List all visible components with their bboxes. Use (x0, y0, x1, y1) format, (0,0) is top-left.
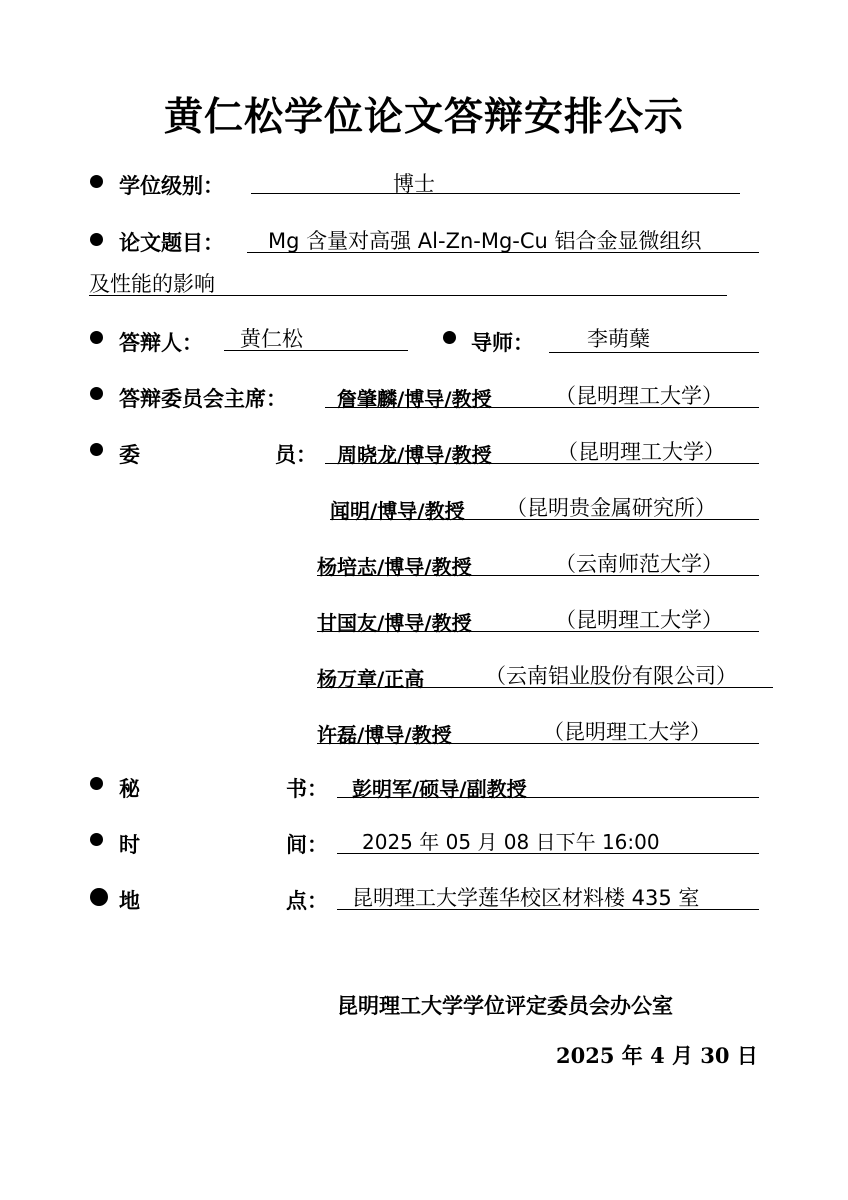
advisor-label: 导师： (471, 330, 534, 355)
degree-label: 学位级别： (119, 173, 224, 198)
member-underline (317, 575, 759, 576)
secretary-value: 彭明军/硕导/副教授 (352, 777, 527, 801)
member-underline (330, 519, 759, 520)
chair-name: 詹肇麟/博导/教授 (337, 387, 492, 411)
member-name: 甘国友/博导/教授 (317, 611, 472, 635)
defender-underline (224, 350, 408, 351)
member-underline (317, 631, 759, 632)
bullet-icon (90, 777, 103, 790)
time-underline (337, 853, 759, 854)
announcement-date: 2025 年 4 月 30 日 (556, 1043, 758, 1068)
defender-label: 答辩人： (119, 330, 203, 355)
member-institution: （云南师范大学） (555, 552, 723, 576)
thesis-label: 论文题目： (119, 230, 224, 255)
member-underline (317, 743, 759, 744)
time-value: 2025 年 05 月 08 日下午 16:00 (362, 830, 660, 854)
degree-underline (251, 193, 740, 194)
bullet-icon (90, 443, 103, 456)
degree-value: 博士 (393, 172, 435, 196)
secretary-label-a: 秘 (119, 776, 140, 801)
time-label-a: 时 (119, 832, 140, 857)
member-institution: （昆明贵金属研究所） (506, 496, 716, 520)
member-institution: （昆明理工大学） (557, 440, 725, 464)
bullet-icon (90, 175, 103, 188)
member-institution: （昆明理工大学） (543, 720, 711, 744)
bullet-icon (90, 888, 108, 906)
place-label-a: 地 (119, 888, 140, 913)
time-label-b: 间： (286, 832, 328, 857)
chair-underline (325, 407, 759, 408)
member-name: 杨培志/博导/教授 (317, 555, 472, 579)
member-name: 闻明/博导/教授 (330, 499, 465, 523)
member-name: 周晓龙/博导/教授 (337, 443, 492, 467)
member-institution: （云南铝业股份有限公司） (485, 664, 737, 688)
bullet-icon (443, 331, 456, 344)
chair-institution: （昆明理工大学） (555, 384, 723, 408)
office-signature: 昆明理工大学学位评定委员会办公室 (337, 993, 673, 1018)
page-title: 黄仁松学位论文答辩安排公示 (163, 95, 684, 140)
member-underline (325, 463, 759, 464)
member-institution: （昆明理工大学） (555, 608, 723, 632)
bullet-icon (90, 387, 103, 400)
advisor-underline (549, 352, 759, 353)
thesis-title-line1: Mg 含量对高强 Al-Zn-Mg-Cu 铝合金显微组织 (268, 229, 702, 253)
thesis-title-line2: 及性能的影响 (89, 272, 215, 296)
members-label-a: 委 (119, 442, 140, 467)
chair-label: 答辩委员会主席： (119, 386, 287, 411)
advisor-value: 李萌蘖 (587, 327, 650, 351)
member-name: 许磊/博导/教授 (317, 723, 452, 747)
secretary-underline (337, 797, 759, 798)
place-value: 昆明理工大学莲华校区材料楼 435 室 (352, 886, 700, 910)
members-label-b: 员： (275, 442, 317, 467)
bullet-icon (90, 331, 103, 344)
bullet-icon (90, 833, 103, 846)
place-underline (337, 909, 759, 910)
bullet-icon (90, 233, 103, 246)
thesis-underline-2 (89, 295, 727, 296)
member-name: 杨万章/正高 (317, 667, 425, 691)
member-underline (317, 687, 773, 688)
place-label-b: 点： (286, 888, 328, 913)
thesis-underline-1 (247, 252, 759, 253)
secretary-label-b: 书： (286, 776, 328, 801)
defender-value: 黄仁松 (240, 327, 303, 351)
